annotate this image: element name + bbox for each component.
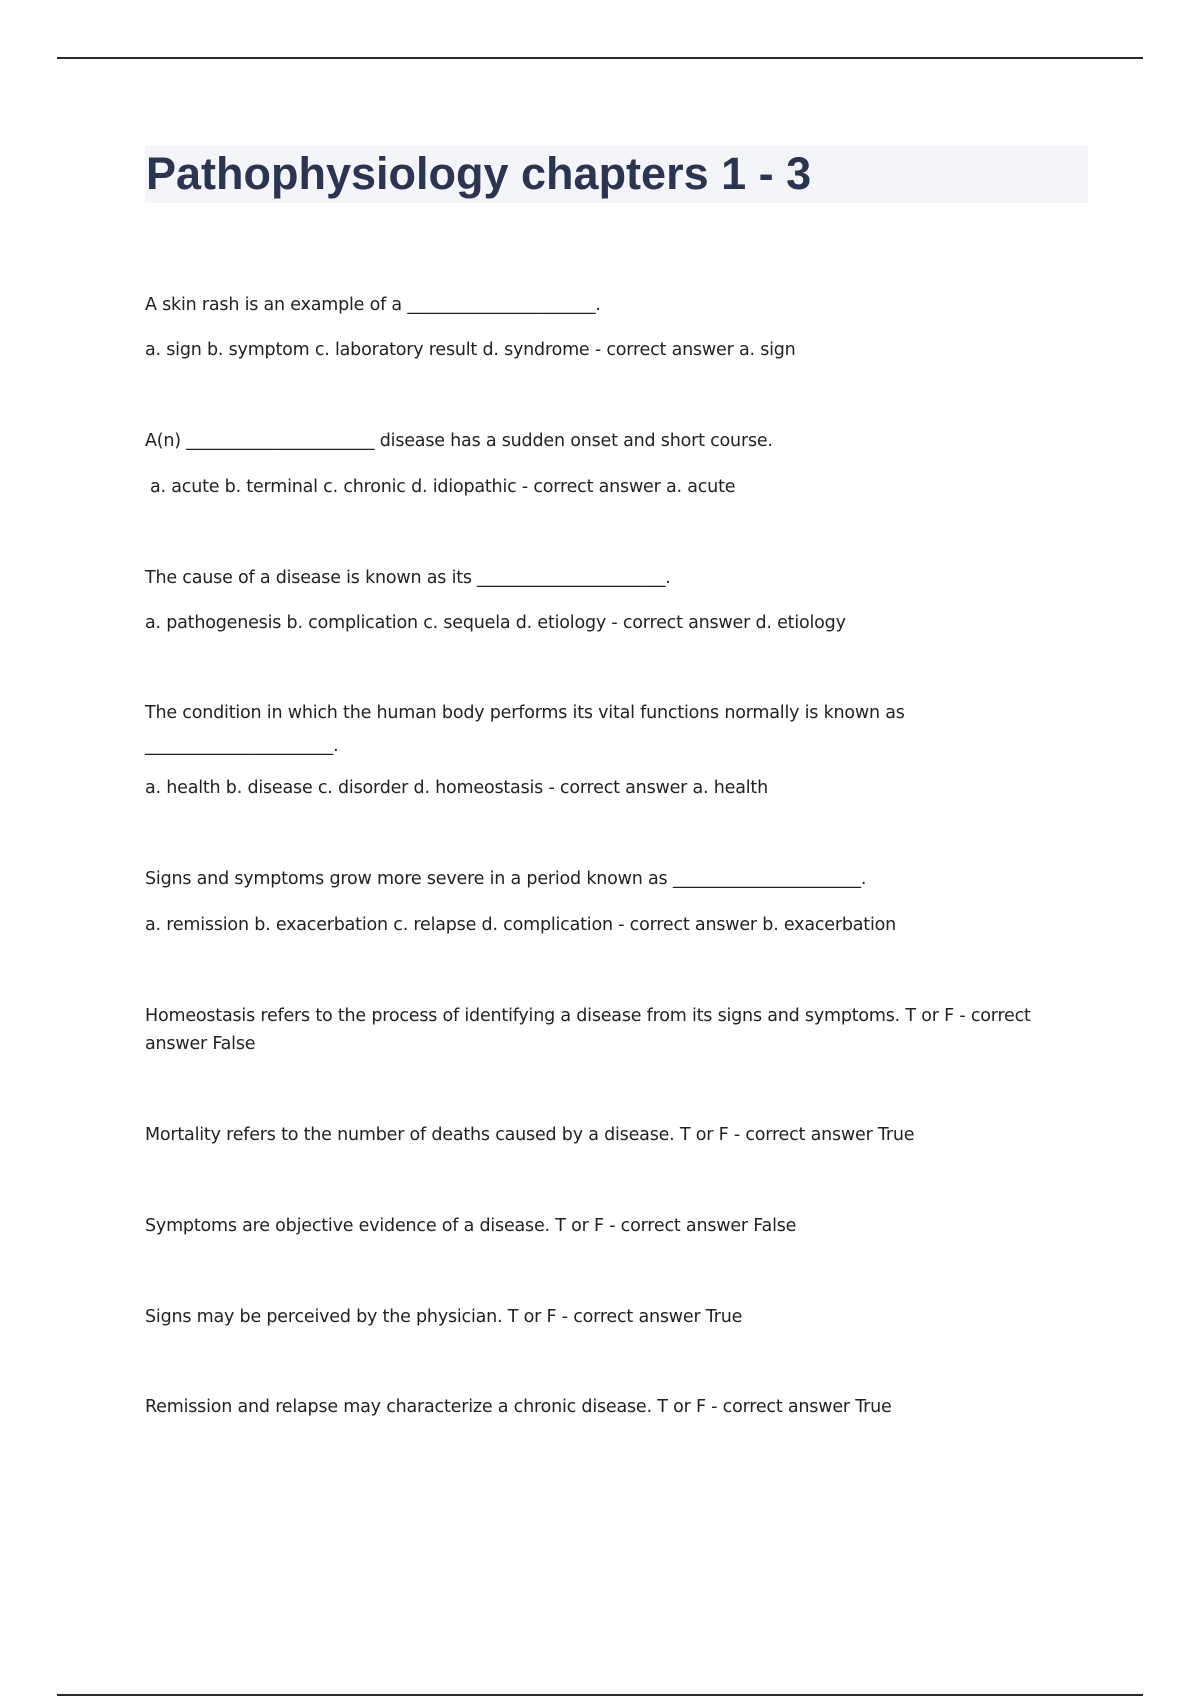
question-2: A(n) ______________________ disease has a sudden onset and short course. <box>145 431 773 451</box>
bottom-divider <box>57 1694 1143 1696</box>
question-1: A skin rash is an example of a ______________________. <box>145 295 601 315</box>
question-3: The cause of a disease is known as its ______________________. <box>145 568 671 588</box>
question-5: Signs and symptoms grow more severe in a period known as ______________________. <box>145 869 867 889</box>
question-6: Homeostasis refers to the process of identifying a disease from its signs and symptoms. T or F - correct answer False <box>145 1006 1031 1054</box>
top-divider <box>57 57 1143 59</box>
page-title: Pathophysiology chapters 1 - 3 <box>146 148 812 199</box>
answer-1: a. sign b. symptom c. laboratory result d. syndrome - correct answer a. sign <box>145 340 796 360</box>
answer-4: a. health b. disease c. disorder d. homeostasis - correct answer a. health <box>145 778 768 798</box>
question-8: Symptoms are objective evidence of a disease. T or F - correct answer False <box>145 1216 797 1236</box>
question-9: Signs may be perceived by the physician. T or F - correct answer True <box>145 1307 743 1327</box>
answer-2: a. acute b. terminal c. chronic d. idiopathic - correct answer a. acute <box>150 477 736 497</box>
question-4-blank: ______________________. <box>145 736 339 756</box>
question-4: The condition in which the human body performs its vital functions normally is known as <box>145 703 905 723</box>
question-7: Mortality refers to the number of deaths caused by a disease. T or F - correct answer True <box>145 1125 915 1145</box>
answer-3: a. pathogenesis b. complication c. sequela d. etiology - correct answer d. etiology <box>145 613 846 633</box>
question-10: Remission and relapse may characterize a chronic disease. T or F - correct answer True <box>145 1397 892 1417</box>
answer-5: a. remission b. exacerbation c. relapse d. complication - correct answer b. exacerbation <box>145 915 896 935</box>
